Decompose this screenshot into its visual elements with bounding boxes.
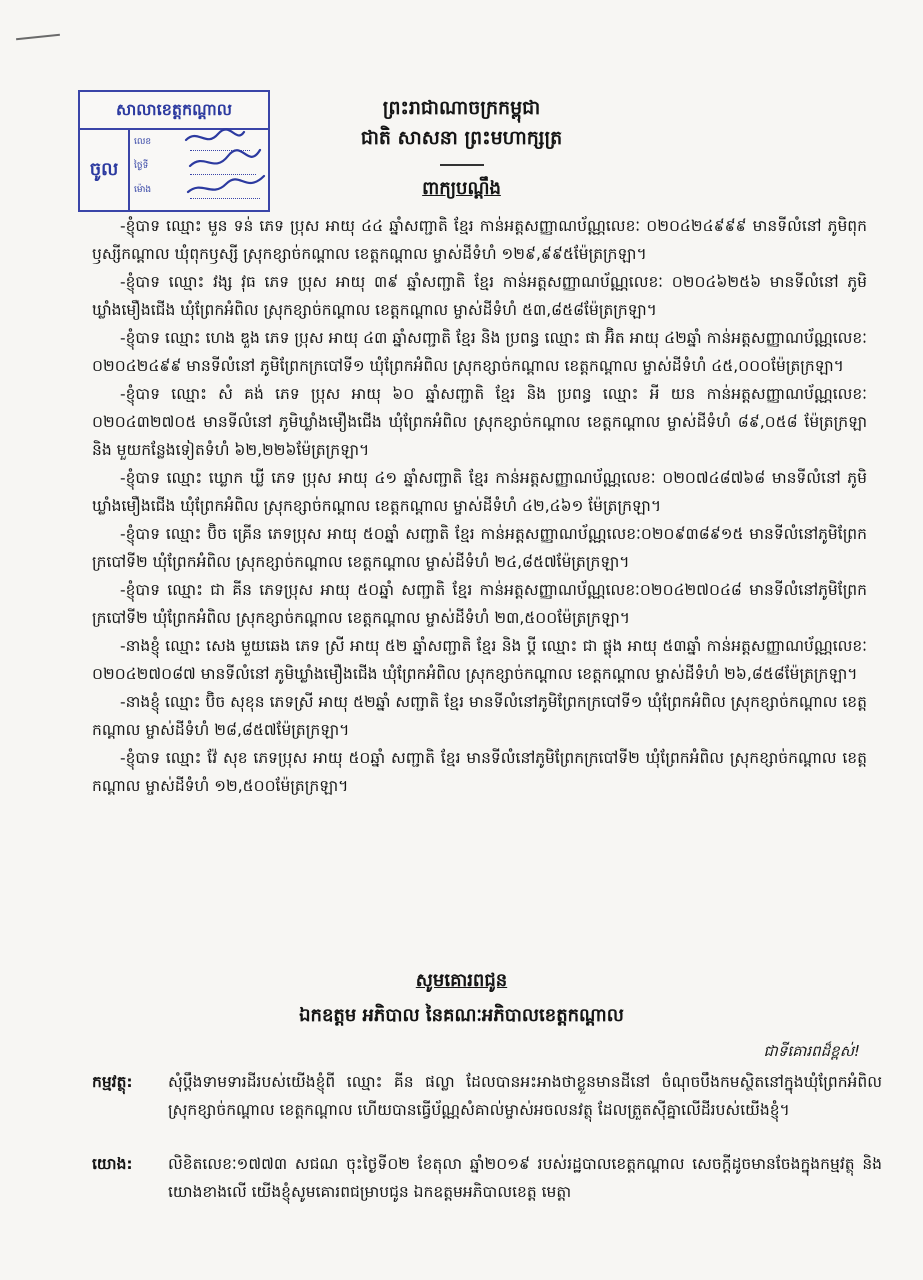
header-divider <box>440 164 484 166</box>
petitioner-paragraph: -ខ្ញុំបាទ ឈ្មោះ សំ គង់ ភេទ ប្រុស អាយុ ៦០ ឆ្នាំសញ្ជាតិ ខ្មែរ និង ប្រពន្ធ ឈ្មោះ អី យន កាន់អត្តសញ្ញាណប័ណ្ណលេខៈ ០២០៤៣២៧០៥ មានទីលំនៅ ភូមិឃ្លាំងមឿងជើង ឃុំព្រែកអំពិល ស្រុកខ្សាច់កណ្ដាល ខេត្តកណ្ដាល ម្ចាស់ដីទំហំ ៨៩,០៥៨ ម៉ែត្រក្រឡា និង មួយកន្លែងទៀតទំហំ ៦២,២២៦ម៉ែត្រក្រឡា។ <box>92 385 867 459</box>
stamp-label: ចូល <box>80 130 130 210</box>
document-title: ពាក្យបណ្តឹង <box>422 178 501 199</box>
reference-row <box>92 1150 882 1206</box>
petitioner-paragraph: -នាងខ្ញុំ ឈ្មោះ ប៊ិច សុខុន ភេទស្រី អាយុ ៥២ឆ្នាំ សញ្ជាតិ ខ្មែរ មានទីលំនៅភូមិព្រែកក្របៅទី១ ឃុំព្រែកអំពិល ស្រុកខ្សាច់កណ្ដាល ខេត្តកណ្ដាល ម្ចាស់ដីទំហំ ២៨,៨៥៧ម៉ែត្រក្រឡា។ <box>92 693 867 739</box>
petitioner-paragraph: -នាងខ្ញុំ ឈ្មោះ សេង មួយឆេង ភេទ ស្រី អាយុ ៥២ ឆ្នាំសញ្ជាតិ ខ្មែរ និង ប្តី ឈ្មោះ ជា ផ្លុង អាយុ ៥៣ឆ្នាំ កាន់អត្តសញ្ញាណប័ណ្ណលេខៈ ០២០៤២៧០៨៧ មានទីលំនៅ ភូមិឃ្លាំងមឿងជើង ឃុំព្រែកអំពិល ស្រុកខ្សាច់កណ្ដាល ខេត្តកណ្ដាល ម្ចាស់ដីទំហំ ២៦,៨៥៨ម៉ែត្រក្រឡា។ <box>92 637 867 683</box>
kingdom-heading: ព្រះរាជាណាចក្រកម្ពុជា <box>382 97 541 119</box>
petitioner-paragraph: -ខ្ញុំបាទ ឈ្មោះ ជា គីន ភេទប្រុស អាយុ ៥០ឆ្នាំ សញ្ជាតិ ខ្មែរ កាន់អត្តសញ្ញាណប័ណ្ណលេខៈ០២០៤២៧០៤៨ មានទីលំនៅភូមិព្រែកក្របៅទី២ ឃុំព្រែកអំពិល ស្រុកខ្សាច់កណ្ដាល ខេត្តកណ្ដាល ម្ចាស់ដីទំហំ ២៣,៥០០ម៉ែត្រក្រឡា។ <box>92 581 867 627</box>
subject-row <box>92 1068 882 1124</box>
petitioner-paragraph: -ខ្ញុំបាទ ឈ្មោះ មួន ទន់ ភេទ ប្រុស អាយុ ៤៤ ឆ្នាំសញ្ជាតិ ខ្មែរ កាន់អត្តសញ្ញាណប័ណ្ណលេខៈ ០២០៤២៤៩៩៩ មានទីលំនៅ ភូមិពុកឫស្សីកណ្ដាល ឃុំពុកឫស្សី ស្រុកខ្សាច់កណ្ដាល ខេត្តកណ្ដាល ម្ចាស់ដីទំហំ ១២៩,៩៩៥ម៉ែត្រក្រឡា។ <box>92 217 867 263</box>
reference-text: លិខិតលេខៈ១៧៧៣ សជណ ចុះថ្ងៃទី០២ ខែតុលា ឆ្នាំ២០១៩ របស់រដ្ឋបាលខេត្តកណ្ដាល សេចក្តីដូចមានចែងក្នុងកម្មវត្ថុ និង យោងខាងលើ យើងខ្ញុំសូមគោរពជម្រាបជូន ឯកឧត្តមអភិបាលខេត្ត មេត្តា <box>168 1155 882 1201</box>
honorific: ជាទីគោរពដ៏ខ្ពស់! <box>763 1042 860 1060</box>
petitioner-paragraph: -ខ្ញុំបាទ ឈ្មោះ វង្ស វុធ ភេទ ប្រុស អាយុ ៣៩ ឆ្នាំសញ្ជាតិ ខ្មែរ កាន់អត្តសញ្ញាណប័ណ្ណលេខៈ ០២០៤៦២៥៦ មានទីលំនៅ ភូមិឃ្លាំងមឿងជើង ឃុំព្រែកអំពិល ស្រុកខ្សាច់កណ្ដាល ខេត្តកណ្ដាល ម្ចាស់ដីទំហំ ៥៣,៨៥៨ម៉ែត្រក្រឡា។ <box>92 273 867 319</box>
stamp-time-label: ម៉ោង <box>134 185 152 195</box>
subject-text: សុំប្ដឹងទាមទារដីរបស់យើងខ្ញុំពី ឈ្មោះ គីន ផល្លា ដែលបានអះអាងថាខ្លួនមានដីនៅ ចំណុចបឹងកមស្ថិតនៅក្នុងឃុំព្រែកអំពិល ស្រុកខ្សាច់កណ្ដាល ខេត្តកណ្ដាល ហើយបានធ្វើប័ណ្ណសំគាល់ម្ចាស់អចលនវត្ថុ ដែលត្រួតស៊ីគ្នាលើដីរបស់យើងខ្ញុំ។ <box>168 1073 882 1119</box>
recipient-heading: ឯកឧត្តម អភិបាល នៃគណៈអភិបាលខេត្តកណ្ដាល <box>299 1005 624 1026</box>
petitioner-paragraph: -ខ្ញុំបាទ ឈ្មោះ ប៊ិច គ្រើន ភេទប្រុស អាយុ ៥០ឆ្នាំ សញ្ជាតិ ខ្មែរ កាន់អត្តសញ្ញាណប័ណ្ណលេខៈ០២០៩៣៨៩១៥ មានទីលំនៅភូមិព្រែកក្របៅទី២ ឃុំព្រែកអំពិល ស្រុកខ្សាច់កណ្ដាល ខេត្តកណ្ដាល ម្ចាស់ដីទំហំ ២៤,៨៥៧ម៉ែត្រក្រឡា។ <box>92 525 867 571</box>
petitioner-paragraph: -ខ្ញុំបាទ ឈ្មោះ វ៉ែ សុខ ភេទប្រុស អាយុ ៥០ឆ្នាំ សញ្ជាតិ ខ្មែរ មានទីលំនៅភូមិព្រែកក្របៅទី២ ឃុំព្រែកអំពិល ស្រុកខ្សាច់កណ្ដាល ខេត្តកណ្ដាល ម្ចាស់ដីទំហំ ១២,៥០០ម៉ែត្រក្រឡា។ <box>92 749 867 795</box>
pen-stroke <box>16 34 60 41</box>
subject-label: កម្មវត្ថុ: <box>92 1073 133 1091</box>
reference-label: យោង: <box>92 1155 133 1173</box>
petitioner-paragraph: -ខ្ញុំបាទ ឈ្មោះ ឃ្លោក ឃ្លី ភេទ ប្រុស អាយុ ៤១ ឆ្នាំសញ្ជាតិ ខ្មែរ កាន់អត្តសញ្ញាណប័ណ្ណលេខៈ ០២០៧៤៨៧៦៨ មានទីលំនៅ ភូមិឃ្លាំងមឿងជើង ឃុំព្រែកអំពិល ស្រុកខ្សាច់កណ្ដាល ខេត្តកណ្ដាល ម្ចាស់ដីទំហំ ៤២,៤៦១ ម៉ែត្រក្រឡា។ <box>92 469 867 515</box>
stamp-number-label: លេខ <box>134 137 152 147</box>
motto-heading: ជាតិ សាសនា ព្រះមហាក្សត្រ <box>360 127 563 149</box>
petitioner-list <box>92 212 867 800</box>
stamp-date-label: ថ្ងៃទី <box>134 161 149 171</box>
stamp-office: សាលាខេត្តកណ្ដាល <box>80 92 268 130</box>
respect-heading: សូមគោរពជូន <box>415 970 508 991</box>
petitioner-paragraph: -ខ្ញុំបាទ ឈ្មោះ ហេង ឌួង ភេទ ប្រុស អាយុ ៤៣ ឆ្នាំសញ្ជាតិ ខ្មែរ និង ប្រពន្ធ ឈ្មោះ ផា អ៊ិត អាយុ ៤២ឆ្នាំ កាន់អត្តសញ្ញាណប័ណ្ណលេខៈ ០២០៤២៤៩៩ មានទីលំនៅ ភូមិព្រែកក្របៅទី១ ឃុំព្រែកអំពិល ស្រុកខ្សាច់កណ្ដាល ខេត្តកណ្ដាល ម្ចាស់ដីទំហំ ៤៥,០០០ម៉ែត្រក្រឡា។ <box>92 329 867 375</box>
